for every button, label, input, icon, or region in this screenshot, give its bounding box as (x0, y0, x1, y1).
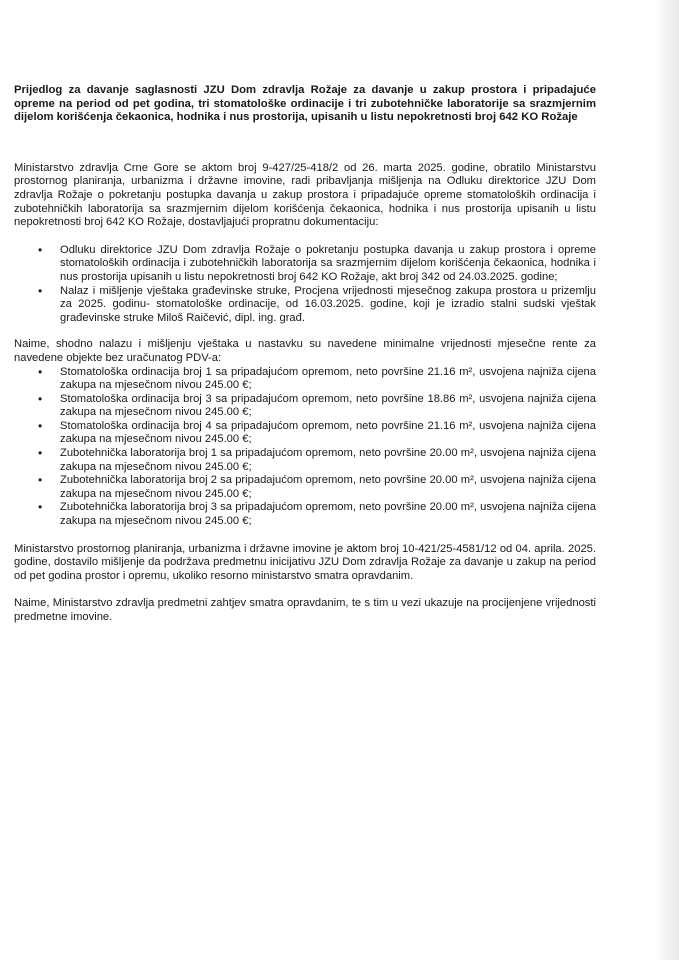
rent-item: • Zubotehnička laboratorija broj 2 sa pripadajućom opremom, neto površine 20.00 m², usvojena najniža cijena zakupa na mjesečnom nivou 245.00 €; (60, 474, 596, 501)
rent-intro-paragraph: Naime, shodno nalazu i mišljenju vještaka u nastavku su navedene minimalne vrijednosti mjesečne rente za navedene objekte bez uračunatog PDV-a: (14, 338, 596, 364)
documentation-item: • Odluku direktorice JZU Dom zdravlja Rožaje o pokretanju postupka davanja u zakup prostora i opreme stomatoloških ordinacija i zubotehničkih laboratorija sa srazmjernim dijelom korišćenja čekaonica, hodnika i nus prostorija upisanih u listu nepokretnosti broj 642 KO Rožaje, akt broj 342 od 24.03.2025. godine; (60, 244, 596, 285)
documentation-item: • Nalaz i mišljenje vještaka građevinske struke, Procjena vrijednosti mjesečnog zakupa prostora u prizemlju za 2025. godinu- stomatološke ordinacije, od 16.03.2025. godine, koji je izradio stalni sudski vještak građevinske struke Miloš Raičević, dipl. ing. građ. (60, 285, 596, 326)
documentation-list (14, 244, 596, 326)
rent-item: • Zubotehnička laboratorija broj 3 sa pripadajućom opremom, neto površine 20.00 m², usvojena najniža cijena zakupa na mjesečnom nivou 245.00 €; (60, 501, 596, 528)
rent-item: • Stomatološka ordinacija broj 1 sa pripadajućom opremom, neto površine 21.16 m², usvojena najniža cijena zakupa na mjesečnom nivou 245.00 €; (60, 366, 596, 393)
document-title: Prijedlog za davanje saglasnosti JZU Dom zdravlja Rožaje za davanje u zakup prostora i pripadajuće opreme na period od pet godina, tri stomatološke ordinacije i tri zubotehničke laboratorije sa srazmjernim dijelom korišćenja čekaonica, hodnika i nus prostorija, upisanih u listu nepokretnosti broj 642 KO Rožaje (14, 84, 596, 124)
intro-paragraph: Ministarstvo zdravlja Crne Gore se aktom broj 9-427/25-418/2 od 26. marta 2025. godine, obratilo Ministarstvu prostornog planiranja, urbanizma i državne imovine, radi pribavljanja mišljenja na Odluku direktorice JZU Dom zdravlja Rožaje o pokretanju postupka davanja u zakup prostora i pripadajuće opreme stomatoloških ordinacija i zubotehničkih laboratorija sa srazmjernim dijelom korišćenja čekaonica, hodnika i nus prostorija upisanih u listu nepokretnosti broj 642 KO Rožaje, dostavljajući propratnu dokumentaciju: (14, 161, 596, 229)
rent-item: • Zubotehnička laboratorija broj 1 sa pripadajućom opremom, neto površine 20.00 m², usvojena najniža cijena zakupa na mjesečnom nivou 245.00 €; (60, 447, 596, 474)
rent-list (14, 366, 596, 529)
conclusion-paragraph: Naime, Ministarstvo zdravlja predmetni zahtjev smatra opravdanim, te s tim u vezi ukazuje na procijenjene vrijednosti predmetne imovine. (14, 597, 596, 623)
page-edge-shadow (657, 0, 679, 960)
rent-item: • Stomatološka ordinacija broj 3 sa pripadajućom opremom, neto površine 18.86 m², usvojena najniža cijena zakupa na mjesečnom nivou 245.00 €; (60, 393, 596, 420)
document-page (14, 84, 596, 639)
rent-item: • Stomatološka ordinacija broj 4 sa pripadajućom opremom, neto površine 21.16 m², usvojena najniža cijena zakupa na mjesečnom nivou 245.00 €; (60, 420, 596, 447)
opinion-paragraph: Ministarstvo prostornog planiranja, urbanizma i državne imovine je aktom broj 10-421/25-4581/12 od 04. aprila. 2025. godine, dostavilo mišljenje da podržava predmetnu inicijativu JZU Dom zdravlja Rožaje za davanje u zakup na period od pet godina prostor i opremu, ukoliko resorno ministarstvo smatra opravdanim. (14, 542, 596, 582)
